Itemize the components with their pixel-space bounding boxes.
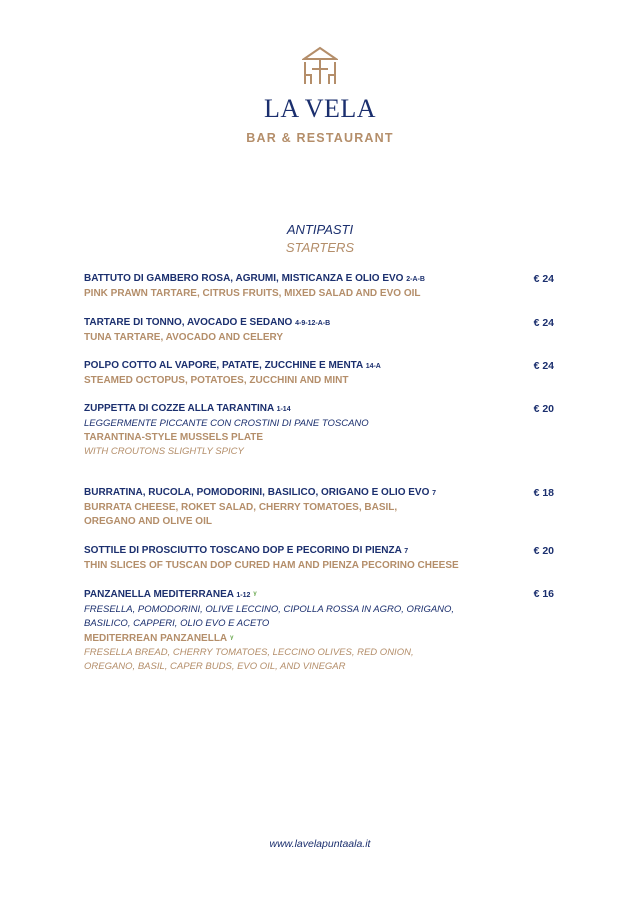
item-price: € 24 [533,317,554,329]
menu-item [84,316,554,345]
umbrella-table-icon [302,45,338,85]
menu-item [84,486,554,529]
item-price: € 18 [533,487,554,499]
section-title-en: STARTERS [285,240,355,255]
item-desc-en: FRESELLA BREAD, CHERRY TOMATOES, LECCINO OLIVES, RED ONION, OREGANO, BASIL, CAPER BUDS, EVO OIL, AND VINEGAR [84,647,414,672]
item-desc-en: WITH CROUTONS SLIGHTLY SPICY [84,446,244,457]
website-link[interactable]: www.lavelapuntaala.it [269,838,371,850]
item-title-it: BATTUTO DI GAMBERO ROSA, AGRUMI, MISTICANZA E OLIO EVO 2-A-B [84,273,425,284]
allergen-codes: 7 [432,490,437,497]
menu-item [84,402,554,459]
item-title-it: TARTARE DI TONNO, AVOCADO E SEDANO 4-9-12-A-B [84,317,331,328]
item-desc-it: LEGGERMENTE PICCANTE CON CROSTINI DI PANE TOSCANO [84,418,369,429]
menu-item [84,587,554,674]
item-title-it: SOTTILE DI PROSCIUTTO TOSCANO DOP E PECORINO DI PIENZA 7 [84,545,409,556]
allergen-codes: 1-12 [236,592,251,599]
brand-subtitle: BAR & RESTAURANT [246,131,394,145]
vegan-leaf-icon: ᵞ [230,633,234,643]
item-title-it: BURRATINA, RUCOLA, POMODORINI, BASILICO, ORIGANO E OLIO EVO 7 [84,487,437,498]
vegan-leaf-icon: ᵞ [253,589,257,599]
allergen-codes: 4-9-12-A-B [295,320,331,327]
allergen-codes: 2-A-B [406,276,425,283]
item-title-it: POLPO COTTO AL VAPORE, PATATE, ZUCCHINE E MENTA 14-A [84,360,381,371]
menu-item [84,544,554,573]
menu-item [84,272,554,301]
allergen-codes: 14-A [365,363,381,370]
item-title-en: MEDITERREAN PANZANELLA ᵞ [84,633,234,644]
allergen-codes: 7 [404,548,409,555]
item-price: € 20 [533,403,554,415]
item-title-en: STEAMED OCTOPUS, POTATOES, ZUCCHINI AND MINT [84,375,349,386]
item-title-en: TARANTINA-STYLE MUSSELS PLATE [84,432,264,443]
item-title-en: TUNA TARTARE, AVOCADO AND CELERY [84,332,284,343]
item-title-en: PINK PRAWN TARTARE, CITRUS FRUITS, MIXED SALAD AND EVO OIL [84,288,421,299]
item-title-en: BURRATA CHEESE, ROKET SALAD, CHERRY TOMATOES, BASIL, OREGANO AND OLIVE OIL [84,502,398,527]
item-price: € 24 [533,360,554,372]
menu-item [84,359,554,388]
item-price: € 24 [533,273,554,285]
item-title-it: PANZANELLA MEDITERRANEA 1-12 ᵞ [84,589,257,600]
item-price: € 20 [533,545,554,557]
item-price: € 16 [533,588,554,600]
item-desc-it: FRESELLA, POMODORINI, OLIVE LECCINO, CIPOLLA ROSSA IN AGRO, ORIGANO, BASILICO, CAPPERI, OLIO EVO E ACETO [84,604,455,629]
brand-name: LA VELA [263,94,377,123]
section-title-it: ANTIPASTI [286,222,354,237]
item-title-it: ZUPPETTA DI COZZE ALLA TARANTINA 1-14 [84,403,291,414]
allergen-codes: 1-14 [276,406,291,413]
item-title-en: THIN SLICES OF TUSCAN DOP CURED HAM AND PIENZA PECORINO CHEESE [84,560,459,571]
